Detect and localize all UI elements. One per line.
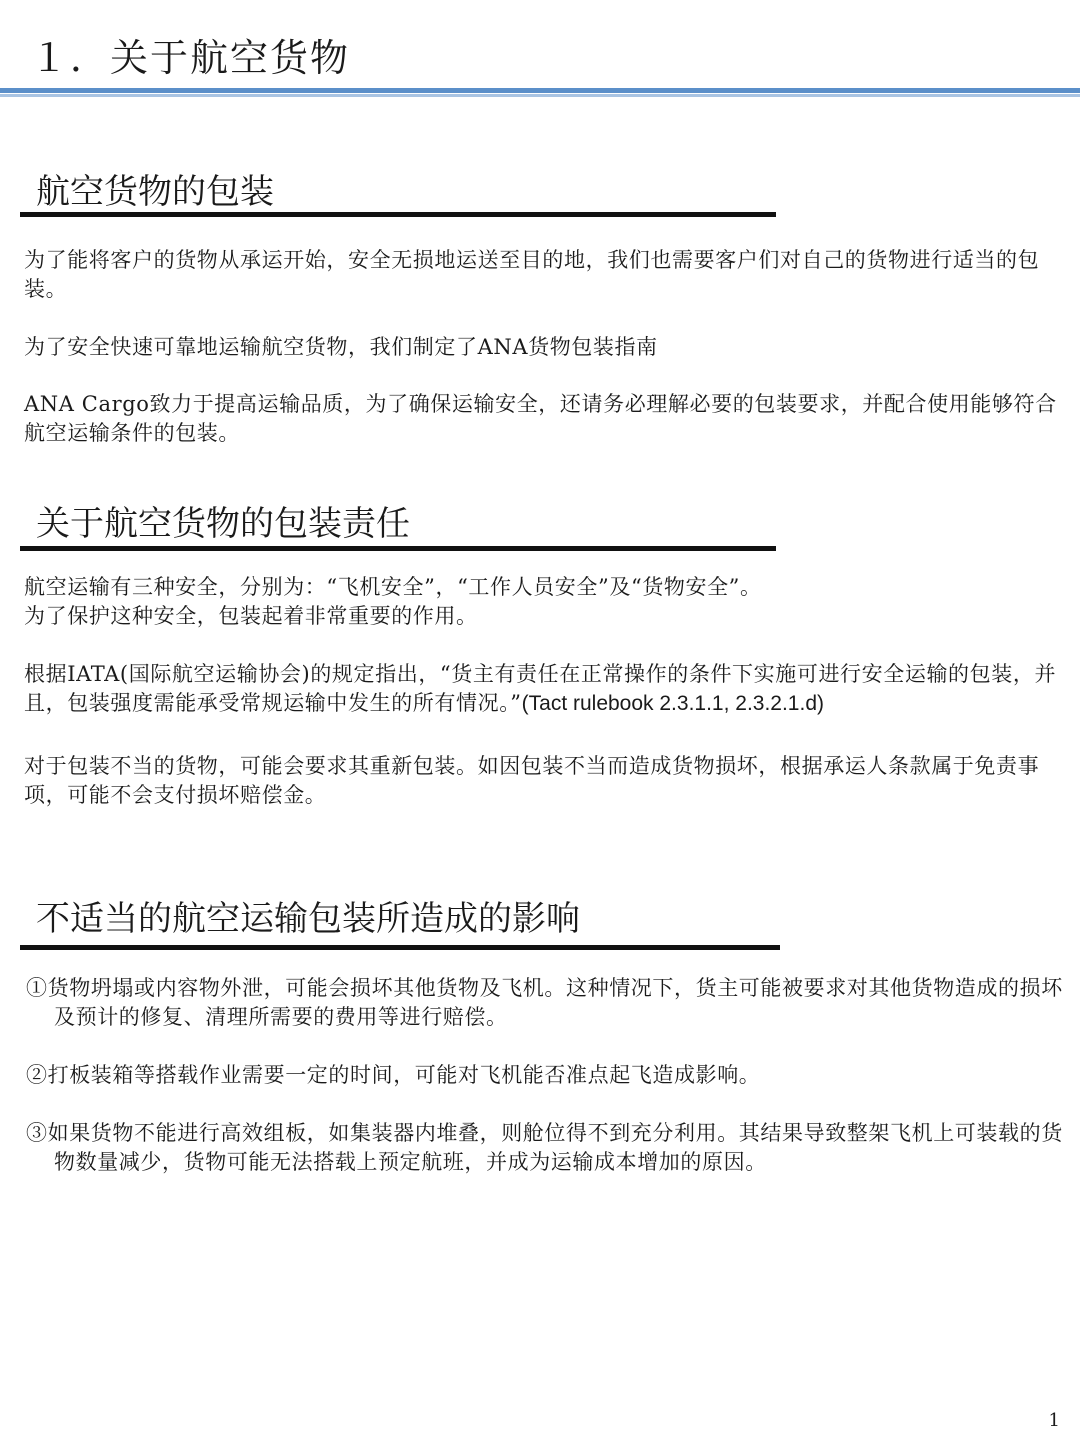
list-item: ②打板装箱等搭载作业需要一定的时间，可能对飞机能否准点起飞造成影响。 (26, 1063, 761, 1087)
section-heading-responsibility: 关于航空货物的包装责任 (36, 504, 410, 544)
section-heading-packaging: 航空货物的包装 (36, 172, 274, 212)
rulebook-reference: (Tact rulebook 2.3.1.1, 2.3.2.1.d) (521, 692, 824, 715)
section-underline (20, 212, 776, 217)
section-underline (20, 945, 780, 950)
paragraph: 为了保护这种安全，包装起着非常重要的作用。 (24, 604, 478, 628)
title-divider (0, 88, 1080, 97)
section-underline (20, 546, 776, 551)
paragraph: 航空运输有三种安全，分别为：“飞机安全”，“工作人员安全”及“货物安全”。 (24, 575, 762, 599)
iata-quote: 根据IATA(国际航空运输协会)的规定指出，“货主有责任在正常操作的条件下实施可进行安全运输的包装，并且，包装强度需能承受常规运输中发生的所有情况。” (24, 662, 1057, 715)
paragraph: ANA Cargo致力于提高运输品质，为了确保运输安全，还请务必理解必要的包装要求，并配合使用能够符合航空运输条件的包装。 (24, 392, 1057, 445)
list-item: ③如果货物不能进行高效组板，如集装器内堆叠，则舱位得不到充分利用。其结果导致整架飞机上可装载的货物数量减少，货物可能无法搭载上预定航班，并成为运输成本增加的原因。 (26, 1121, 1063, 1174)
paragraph-iata (24, 660, 1064, 718)
section-heading-impact: 不适当的航空运输包装所造成的影响 (36, 899, 580, 939)
paragraph: 为了安全快速可靠地运输航空货物，我们制定了ANA货物包装指南 (24, 335, 658, 359)
paragraph: 为了能将客户的货物从承运开始，安全无损地运送至目的地，我们也需要客户们对自己的货物进行适当的包装。 (24, 248, 1040, 301)
page-title: １．关于航空货物 (30, 36, 351, 80)
paragraph: 对于包装不当的货物，可能会要求其重新包装。如因包装不当而造成货物损坏，根据承运人条款属于免责事项，可能不会支付损坏赔偿金。 (24, 754, 1040, 807)
list-item: ①货物坍塌或内容物外泄，可能会损坏其他货物及飞机。这种情况下，货主可能被要求对其他货物造成的损坏及预计的修复、清理所需要的费用等进行赔偿。 (26, 976, 1063, 1029)
page-number: 1 (1048, 1410, 1060, 1431)
